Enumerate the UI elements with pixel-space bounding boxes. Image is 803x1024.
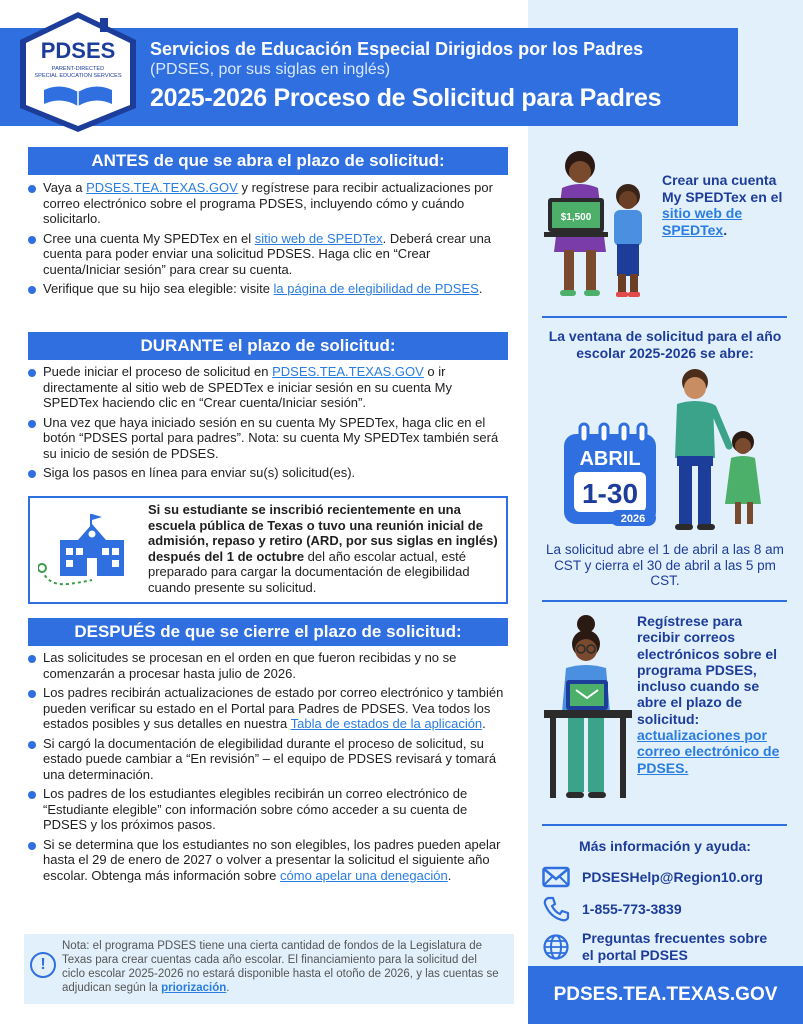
during-section-title: DURANTE el plazo de solicitud: bbox=[28, 332, 508, 360]
list-item: Si cargó la documentación de elegibilidad durante el proceso de solicitud, su estado puede cambiar a “En revisión” – el equipo de PDSES revisará y tomará una determinación. bbox=[28, 736, 510, 783]
svg-text:SPECIAL EDUCATION SERVICES: SPECIAL EDUCATION SERVICES bbox=[34, 73, 122, 79]
after-section-title: DESPUÉS de que se cierre el plazo de solicitud: bbox=[28, 618, 508, 646]
ard-callout bbox=[28, 496, 508, 604]
list-item: Las solicitudes se procesan en el orden en que fueron recibidas y no se comenzarán a procesar hasta julio de 2026. bbox=[28, 650, 510, 681]
calendar-month: ABRIL bbox=[579, 448, 641, 470]
list-item: Siga los pasos en línea para enviar su(s) solicitud(es). bbox=[28, 465, 510, 481]
list-item: Cree una cuenta My SPEDTex en el sitio web de SPEDTex. Deberá crear una cuenta para poder enviar una solicitud PDSES. Haga clic en “Crear cuenta/Iniciar sesión” para crear su cuenta. bbox=[28, 231, 510, 278]
during-list bbox=[28, 364, 510, 485]
exclamation-icon: ! bbox=[30, 952, 56, 978]
mail-icon bbox=[542, 866, 570, 888]
sidebar-divider bbox=[542, 316, 787, 318]
callout-text: Si su estudiante se inscribió recientemente en una escuela pública de Texas o tuvo una reunión inicial de admisión, repaso y retiro (ARD, por sus siglas en inglés) después del 1 de octubre del año escolar actual, esté preparado para cargar la documentación de elegibilidad cuando presente su solicitud. bbox=[148, 502, 498, 595]
sidebar-divider bbox=[542, 824, 787, 826]
list-item: Vaya a PDSES.TEA.TEXAS.GOV y regístrese para recibir actualizaciones por correo electrónico sobre el programa PDSES, incluyendo cómo y cuándo solicitarlo. bbox=[28, 180, 510, 227]
spedtex-site-link-side[interactable]: sitio web de SPEDTex bbox=[662, 205, 743, 238]
funding-note bbox=[24, 934, 514, 1004]
before-section-title: ANTES de que se abra el plazo de solicitud: bbox=[28, 147, 508, 175]
spedtex-site-link[interactable]: sitio web de SPEDTex bbox=[254, 230, 383, 246]
school-icon bbox=[38, 510, 138, 592]
eligibility-page-link[interactable]: la página de elegibilidad de PDSES bbox=[273, 281, 479, 296]
phone-number: 1-855-773-3839 bbox=[582, 900, 682, 917]
header bbox=[0, 0, 803, 135]
list-item: Verifique que su hijo sea elegible: visite la página de elegibilidad de PDSES. bbox=[28, 281, 510, 297]
status-table-link[interactable]: Tabla de estados de la aplicación bbox=[290, 716, 483, 731]
calendar-year: 2026 bbox=[620, 513, 646, 525]
header-title-line1: Servicios de Educación Especial Dirigidos por los Padres bbox=[150, 39, 644, 59]
calendar-days: 1-30 bbox=[581, 478, 639, 509]
person-at-laptop-illustration bbox=[540, 612, 636, 812]
list-item: Los padres de los estudiantes elegibles recibirán un correo electrónico de “Estudiante elegible” con información sobre cómo acceder a su cuenta de PDSES y los próximos pasos. bbox=[28, 786, 510, 833]
calendar-icon bbox=[560, 420, 660, 530]
parent-child-laptop-illustration bbox=[540, 140, 660, 308]
globe-icon bbox=[542, 933, 570, 961]
window-open-title: La ventana de solicitud para el año escolar 2025-2026 se abre: bbox=[548, 328, 782, 361]
list-item: Puede iniciar el proceso de solicitud en PDSES.TEA.TEXAS.GOV o ir directamente al sitio web de SPEDTex e iniciar sesión en su cuenta My SPEDTex haciendo clic en “Crear cuenta/Iniciar sesión”. bbox=[28, 364, 510, 411]
faq-contact[interactable] bbox=[542, 930, 782, 964]
email-contact[interactable] bbox=[542, 866, 763, 888]
father-daughter-illustration bbox=[655, 368, 775, 536]
svg-text:PARENT-DIRECTED: PARENT-DIRECTED bbox=[51, 66, 105, 72]
window-detail-text: La solicitud abre el 1 de abril a las 8 am CST y cierra el 30 de abril a las 5 pm CST. bbox=[546, 542, 784, 588]
note-text: Nota: el programa PDSES tiene una cierta cantidad de fondos de la Legislatura de Texas para crear cuentas cada año escolar. El financiamiento para la solicitud del ciclo escolar 2025-2026 no estará disponible hasta el otoño de 2026, y las cuentas se adjudican según la priorización. bbox=[62, 940, 499, 994]
footer-website[interactable]: PDSES.TEA.TEXAS.GOV bbox=[528, 966, 803, 1024]
phone-contact[interactable] bbox=[542, 896, 682, 922]
appeal-link[interactable]: cómo apelar una denegación bbox=[280, 867, 448, 883]
list-item: Una vez que haya iniciado sesión en su cuenta My SPEDTex, haga clic en el botón “PDSES portal para padres”. Nota: su cuenta My SPEDTex también será su inicio de sesión de PDSES. bbox=[28, 415, 510, 462]
email-updates-link[interactable]: actualizaciones por correo electrónico de PDSES. bbox=[637, 727, 780, 776]
header-title-line2: (PDSES, por sus siglas en inglés) bbox=[150, 61, 391, 78]
sidebar-divider bbox=[542, 600, 787, 602]
header-title-main: 2025-2026 Proceso de Solicitud para Padres bbox=[150, 84, 662, 112]
spedtex-account-text: Crear una cuenta My SPEDTex en el sitio web de SPEDTex. bbox=[662, 172, 783, 238]
email-updates-text: Regístrese para recibir correos electrónicos sobre el programa PDSES, incluso cuando se abre el plazo de solicitud: actualizaciones por correo electrónico de PDSES. bbox=[637, 613, 780, 776]
pdses-site-link-2[interactable]: PDSES.TEA.TEXAS.GOV bbox=[272, 364, 424, 379]
phone-icon bbox=[542, 896, 570, 922]
money-label: $1,500 bbox=[560, 212, 592, 223]
email-address: PDSESHelp@Region10.org bbox=[582, 868, 763, 885]
help-title: Más información y ayuda: bbox=[579, 838, 751, 854]
prioritization-link[interactable]: priorización bbox=[161, 982, 227, 994]
after-list bbox=[28, 650, 510, 887]
pdses-site-link[interactable]: PDSES.TEA.TEXAS.GOV bbox=[86, 180, 238, 195]
logo-text: PDSES bbox=[40, 38, 116, 63]
list-item: Los padres recibirán actualizaciones de estado por correo electrónico y también pueden verificar su estado en el Portal para Padres de PDSES. Vea todos los estados posibles y sus detalles en nuestra Tabla de estados de la aplicación. bbox=[28, 685, 510, 732]
faq-text: Preguntas frecuentes sobre el portal PDSES bbox=[582, 930, 768, 963]
before-list bbox=[28, 180, 510, 301]
list-item: Si se determina que los estudiantes no son elegibles, los padres pueden apelar hasta el 29 de enero de 2027 o volver a presentar la solicitud el siguiente año escolar. Obtenga más información sobre cómo apelar una denegación. bbox=[28, 837, 510, 884]
pdses-logo bbox=[16, 8, 141, 133]
